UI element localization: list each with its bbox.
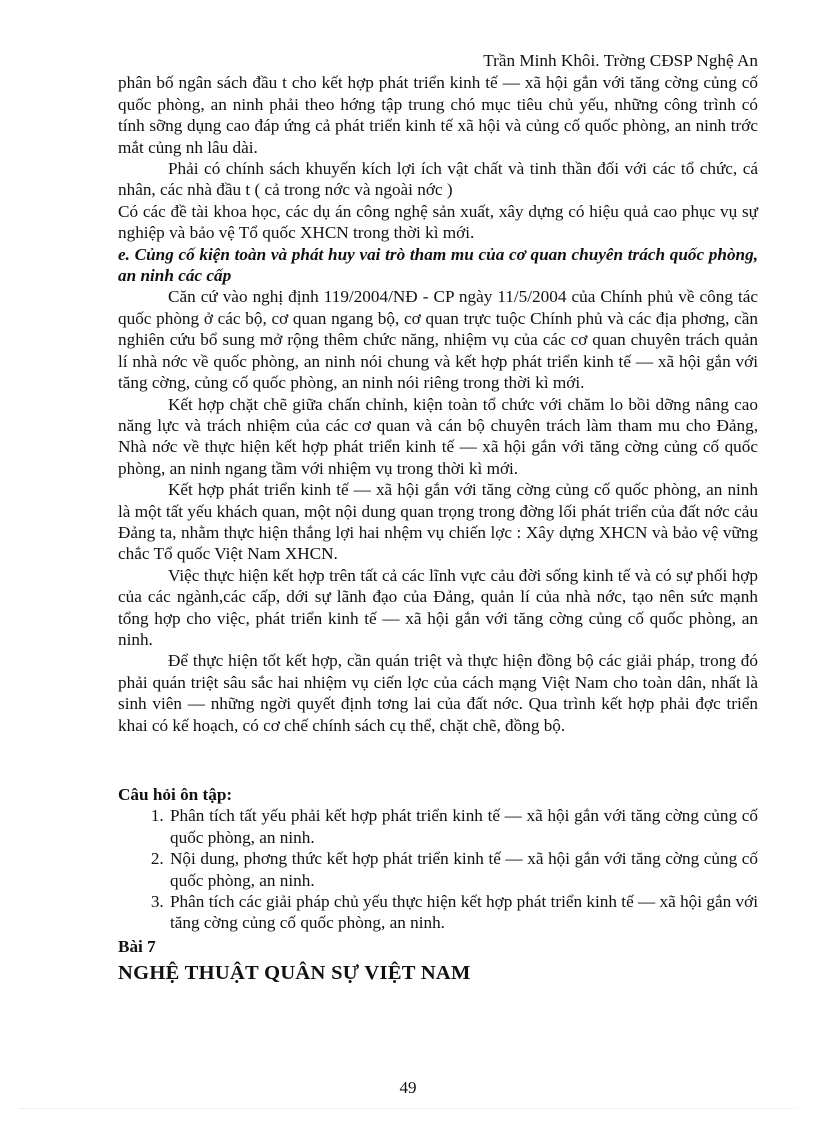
review-question-2: 2. Nội dung, phơng thức kết hợp phát triển kinh tế — xã hội gắn với tăng cờng củng cố quốc phòng, an ninh. xyxy=(168,848,758,891)
section-subheading: e. Củng cố kiện toàn và phát huy vai trò tham mu của cơ quan chuyên trách quốc phòng, an ninh các cấp xyxy=(118,244,758,286)
review-question-3: 3. Phân tích các giải pháp chủ yếu thực hiện kết hợp phát triển kinh tế — xã hội gắn với tăng cờng củng cố quốc phòng, an ninh. xyxy=(168,891,758,934)
review-question-1: 1. Phân tích tất yếu phải kết hợp phát triển kinh tế — xã hội gắn với tăng cờng củng cố quốc phòng, an ninh. xyxy=(168,805,758,848)
document-page xyxy=(118,50,758,985)
review-questions-list xyxy=(118,805,758,933)
paragraph-2: Phải có chính sách khuyến kích lợi ích vật chất và tinh thần đối với các tổ chức, cá nhân, các nhà đầu t ( cả trong nớc và ngoài nớc ) xyxy=(118,159,758,200)
lesson-title: NGHỆ THUẬT QUÂN SỰ VIỆT NAM xyxy=(118,962,471,985)
paragraph-3: Có các đề tài khoa học, các dụ án công nghệ sản xuất, xây dựng có hiệu quả cao phục vụ sự nghiệp và bảo vệ Tổ quốc XHCN trong thời kì mới. xyxy=(118,201,758,243)
paragraph-4: Căn cứ vào nghị định 119/2004/NĐ - CP ngày 11/5/2004 của Chính phủ về công tác quốc phòng ở các bộ, cơ quan ngang bộ, cơ quan trực tuộc Chính phủ và các địa phơng, cần nghiên cứu bổ sung mở rộng thêm chức năng, nhiệm vụ của các cơ quan chuyên trách quản lí nhà nớc về quốc phòng, an ninh nói chung và kết hợp phát triển kinh tế — xã hội gắn với tăng cờng, củng cố quốc phòng, an ninh nói riêng trong thời kì mới. xyxy=(118,287,758,393)
running-header: Trần Minh Khôi. Trờng CĐSP Nghệ An xyxy=(483,51,758,70)
paragraph-1: phân bố ngân sách đầu t cho kết hợp phát triển kinh tế — xã hội gắn với tăng cờng củng cố quốc phòng, an ninh phải theo hớng tập trung chó mục tiêu chủ yếu, những công trình có tính sỡng dụng cao đáp ứng cả phát triển kinh tế xã hội và củng cố quốc phòng, an ninh trớc mắt củng nh lâu dài. xyxy=(118,73,758,157)
lesson-label: Bài 7 xyxy=(118,936,156,956)
paragraph-7: Việc thực hiện kết hợp trên tất cả các lĩnh vực cảu đời sống kinh tế và có sự phối hợp của các ngành,các cấp, dới sự lãnh đạo của Đảng, quản lí của nhà nớc, tạo nên sức mạnh tổng hợp cho việc, phát triển kinh tế — xã hội gắn với tăng cờng củng cố quốc phòng, an ninh. xyxy=(118,565,758,649)
review-questions-title: Câu hỏi ôn tập: xyxy=(118,785,233,804)
paragraph-5: Kết hợp chặt chẽ giữa chấn chỉnh, kiện toàn tổ chức với chăm lo bồi dỡng nâng cao năng lực và trách nhiệm của các cơ quan và cán bộ chuyên trách làm tham mu cho Đảng, Nhà nớc về thực hiện kết hợp phát triển kinh tế — xã hội gắn với tăng cờng củng cố quốc phòng, an ninh ngang tầm với nhiệm vụ trong thời kì mới. xyxy=(118,394,758,478)
paragraph-8: Để thực hiện tốt kết hợp, cần quán triệt và thực hiện đồng bộ các giải pháp, trong đó phải quán triệt sâu sắc hai nhiệm vụ ciến lợc của cách mạng Việt Nam cho toàn dân, nhất là sinh viên — những ngời quyết định tơng lai của đất nớc. Qua trình kết hợp phải đợc triển khai có kế hoạch, có cơ chế chính sách cụ thể, chặt chẽ, đồng bộ. xyxy=(118,651,758,735)
paragraph-6: Kết hợp phát triển kinh tế — xã hội gắn với tăng cờng củng cố quốc phòng, an ninh là một tất yếu khách quan, một nội dung quan trọng trong đờng lối phát triển của đất nớc cảu Đảng ta, nhằm thực hiện thắng lợi hai nhệm vụ chiến lợc : Xây dựng XHCN và bảo vệ vững chắc Tổ quốc Việt Nam XHCN. xyxy=(118,480,758,564)
page-number: 49 xyxy=(399,1078,417,1097)
page-bottom-divider xyxy=(20,1108,796,1109)
